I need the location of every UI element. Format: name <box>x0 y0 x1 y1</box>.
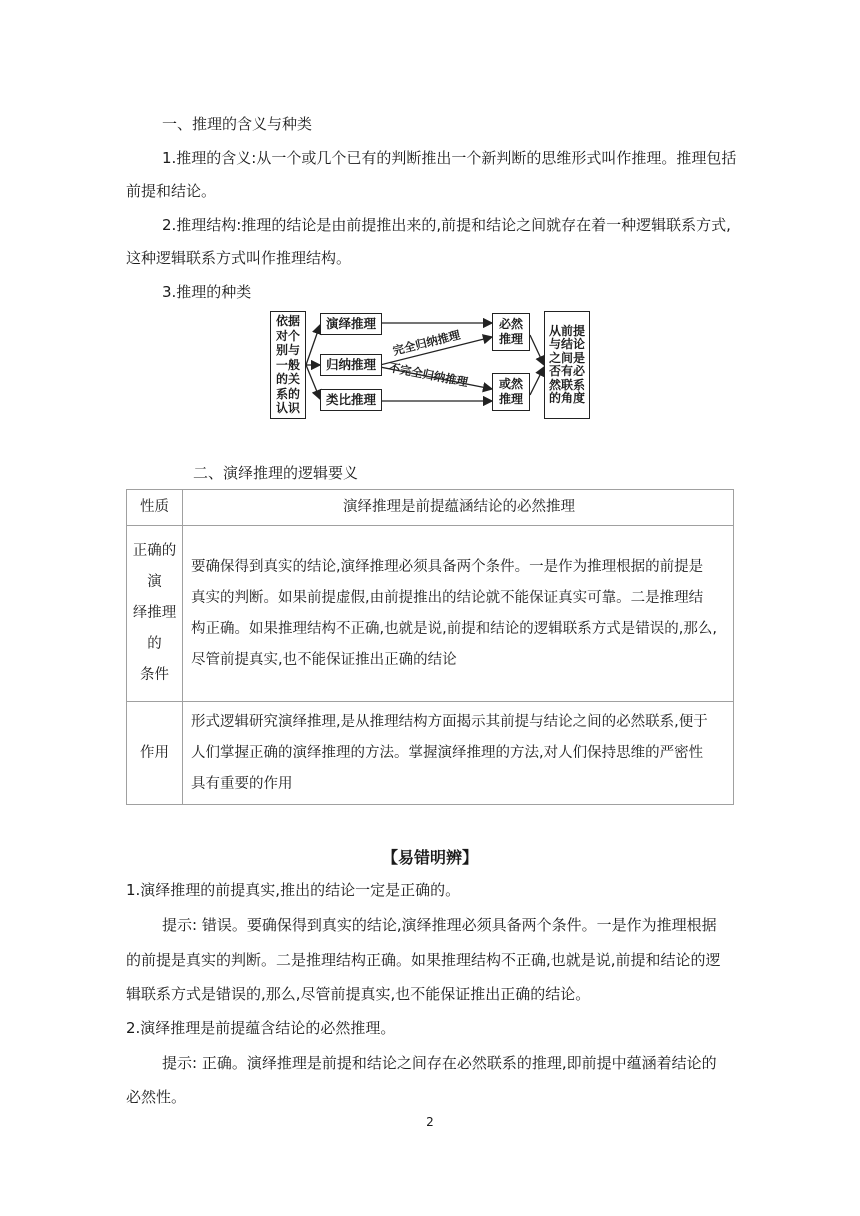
reasoning-types-diagram <box>270 311 590 419</box>
row-value-nature: 演绎推理是前提蕴涵结论的必然推理 <box>183 490 734 526</box>
value-line: 具有重要的作用 <box>191 775 293 792</box>
arrow-probable-criterion <box>530 367 544 395</box>
row-value-function <box>183 702 734 805</box>
value-line: 形式逻辑研究演绎推理,是从推理结构方面揭示其前提与结论之间的必然联系,便于 <box>191 713 708 730</box>
table-row <box>127 490 734 526</box>
answer-1-line1: 提示: 错误。要确保得到真实的结论,演绎推理必须具备两个条件。一是作为推理根据 <box>162 916 717 934</box>
table-row <box>127 526 734 702</box>
paragraph-types: 3.推理的种类 <box>162 283 252 301</box>
value-line: 真实的判断。如果前提虚假,由前提推出的结论就不能保证真实可靠。二是推理结 <box>191 589 704 606</box>
paragraph-meaning-line2: 前提和结论。 <box>126 182 217 200</box>
key-line: 条件 <box>140 667 169 683</box>
answer-1-line3: 辑联系方式是错误的,那么,尽管前提真实,也不能保证推出正确的结论。 <box>126 985 591 1003</box>
value-line: 人们掌握正确的演绎推理的方法。掌握演绎推理的方法,对人们保持思维的严密性 <box>191 744 704 761</box>
value-line: 尽管前提真实,也不能保证推出正确的结论 <box>191 651 457 668</box>
paragraph-meaning-line1: 1.推理的含义:从一个或几个已有的判断推出一个新判断的思维形式叫作推理。推理包括 <box>162 149 737 167</box>
row-key-function: 作用 <box>127 702 183 805</box>
paragraph-structure-line2: 这种逻辑联系方式叫作推理结构。 <box>126 249 352 267</box>
key-line: 演 <box>147 574 162 590</box>
section-heading-2: 二、演绎推理的逻辑要义 <box>193 464 359 482</box>
paragraph-structure-line1: 2.推理结构:推理的结论是由前提推出来的,前提和结论之间就存在着一种逻辑联系方式, <box>162 216 731 234</box>
answer-2-line1: 提示: 正确。演绎推理是前提和结论之间存在必然联系的推理,即前提中蕴涵着结论的 <box>162 1054 717 1072</box>
label-incomplete-induction: 不完全归纳推理 <box>387 360 470 390</box>
deduction-table <box>126 489 734 805</box>
errors-title: 【易错明辨】 <box>381 848 478 867</box>
deductive-reasoning-box: 演绎推理 <box>320 313 382 335</box>
section-heading-1: 一、推理的含义与种类 <box>162 115 313 133</box>
page-number: 2 <box>426 1115 434 1129</box>
key-line: 正确的 <box>132 543 177 559</box>
answer-2-line2: 必然性。 <box>126 1088 187 1106</box>
analogical-reasoning-box: 类比推理 <box>320 389 382 411</box>
diagram-arrows <box>270 311 590 419</box>
key-line: 绎推理 <box>132 605 177 621</box>
key-line: 的 <box>147 636 162 652</box>
question-2: 2.演绎推理是前提蕴含结论的必然推理。 <box>126 1019 396 1037</box>
row-key-conditions <box>127 526 183 702</box>
answer-1-line2: 的前提是真实的判断。二是推理结构正确。如果推理结构不正确,也就是说,前提和结论的逻 <box>126 951 721 969</box>
criterion-box: 从前提与结论之间是否有必然联系的角度 <box>544 311 590 419</box>
probable-reasoning-box: 或然推理 <box>492 373 530 411</box>
label-complete-induction: 完全归纳推理 <box>391 327 462 358</box>
row-value-conditions <box>183 526 734 702</box>
necessary-reasoning-box: 必然推理 <box>492 313 530 351</box>
arrow-to-analogical <box>306 365 320 399</box>
question-1: 1.演绎推理的前提真实,推出的结论一定是正确的。 <box>126 881 461 899</box>
table-row <box>127 702 734 805</box>
basis-box: 依据对个别与一般的关系的认识 <box>270 311 306 419</box>
arrow-necessary-criterion <box>530 335 544 365</box>
value-line: 构正确。如果推理结构不正确,也就是说,前提和结论的逻辑联系方式是错误的,那么, <box>191 620 717 637</box>
value-line: 要确保得到真实的结论,演绎推理必须具备两个条件。一是作为推理根据的前提是 <box>191 558 704 575</box>
arrow-to-deductive <box>306 325 320 365</box>
row-key-nature: 性质 <box>127 490 183 526</box>
inductive-reasoning-box: 归纳推理 <box>320 354 382 376</box>
